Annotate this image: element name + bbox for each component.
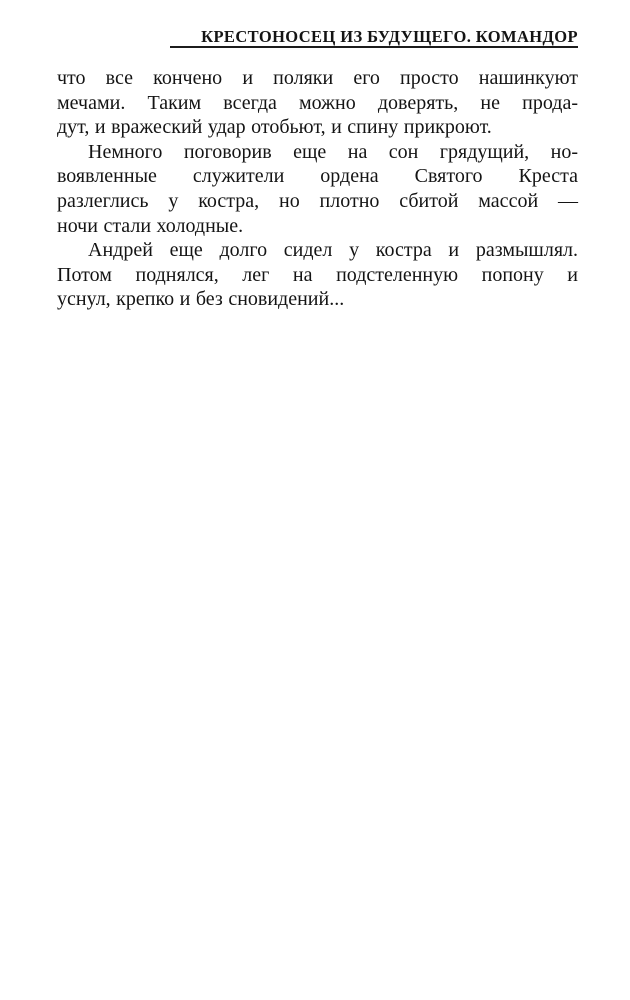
text-line: разлеглись у костра, но плотно сбитой массой —: [57, 189, 578, 212]
text-line: Потом поднялся, лег на подстеленную попону и: [57, 263, 578, 286]
text-line: мечами. Таким всегда можно доверять, не прода-: [57, 91, 578, 114]
paragraph: [57, 140, 578, 238]
paragraph: [57, 238, 578, 312]
paragraph: [57, 66, 578, 140]
header-rule-divider: [170, 46, 578, 48]
text-line: дут, и вражеский удар отобьют, и спину прикроют.: [57, 116, 492, 139]
text-line: уснул, крепко и без сновидений...: [57, 288, 345, 311]
text-line: Немного поговорив еще на сон грядущий, но-: [88, 140, 578, 163]
text-line: воявленные служители ордена Святого Креста: [57, 165, 578, 188]
running-header-title: КРЕСТОНОСЕЦ ИЗ БУДУЩЕГО. КОМАНДОР: [201, 27, 578, 46]
text-line: ночи стали холодные.: [57, 214, 244, 237]
body-text: [57, 66, 578, 312]
text-line: что все кончено и поляки его просто нашинкуют: [57, 67, 578, 89]
text-line: Андрей еще долго сидел у костра и размышлял.: [88, 239, 578, 262]
